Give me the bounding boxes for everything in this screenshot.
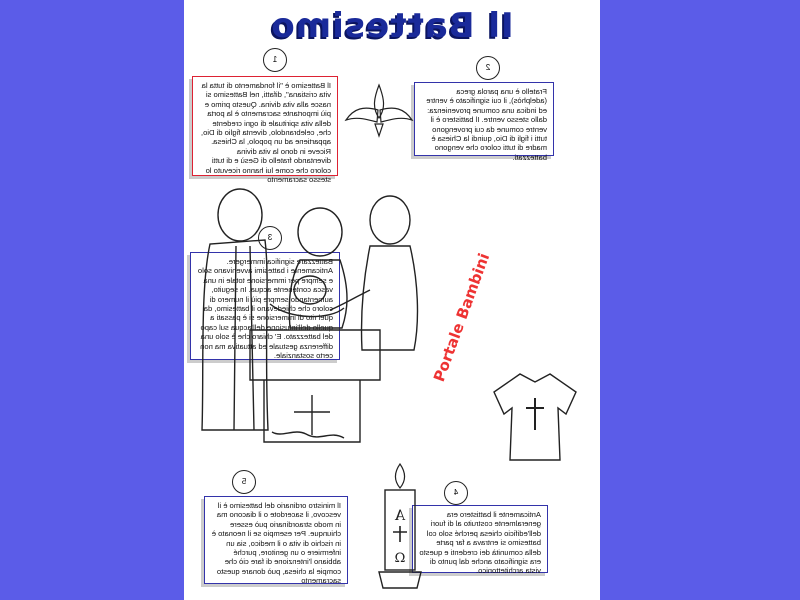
logo-text: Portale Bambini xyxy=(430,250,494,385)
coloring-sheet xyxy=(184,0,600,600)
note-4-number: 4 xyxy=(444,481,468,505)
note-2-number: 2 xyxy=(476,56,500,80)
left-blue-band xyxy=(0,0,184,600)
page-title: Il Battesimo xyxy=(270,6,514,46)
dove-icon xyxy=(344,80,414,140)
baptismal-robe-icon xyxy=(490,370,580,465)
note-3-text: Battezzare significa immergere. Anticamente i battesimi avvenivano solo e sempre per immersione totale in una vasca contenente acqua. In seguito, aumentando sempre più il numero di coloro che chiedevano il battesimo, da quel rito di immersione si è passati a quello dell'infusione dell'acqua sul capo del battezzato. E' chiaro che è solo una differenza gestuale ed attuativa ma non certo sostanziale. xyxy=(197,257,333,361)
paschal-candle-icon xyxy=(375,462,425,592)
note-3-number: 3 xyxy=(258,226,282,250)
note-1-number: 1 xyxy=(263,48,287,72)
note-5-number: 5 xyxy=(232,470,256,494)
note-4-text: Anticamente il battistero era generalmente costruito al di fuori dell'edificio chiesa perché solo col battesimo si entrava a far parte della comunità dei credenti e questo era significato anche dal punto di vista architettonico. xyxy=(419,510,541,576)
right-blue-band xyxy=(600,0,800,600)
note-1 xyxy=(192,76,338,185)
baptism-scene-illustration xyxy=(190,180,440,450)
svg-text:A: A xyxy=(394,508,406,524)
note-2 xyxy=(414,82,554,162)
note-4 xyxy=(412,505,548,576)
svg-text:Ω: Ω xyxy=(394,551,406,566)
note-2-text: Fratello è una parola greca (adelphòs), il cui significato è ventre ed indica una comune provenienza: dallo stesso ventre. Il battistero è il ventre comune da cui provengono tutti i figli di Dio, quindi la Chiesa è madre di tutti coloro che vengono battezzati. xyxy=(426,87,547,162)
mirrored-content xyxy=(184,0,600,600)
note-5 xyxy=(204,496,348,584)
note-1-text: Il Battesimo è "il fondamento di tutta la vita cristiana", difatti, nel Battesimo si nasce alla vita divina. Questo primo e più importante sacramento è la porta della vita spirituale di ogni credente che, celebrandolo, diventa figlio di Dio, appartiene ad un popolo, la Chiesa. Riceve in dono la vita divina diventando fratello di Gesù e di tutti coloro che come lui hanno ricevuto lo stesso sacramento xyxy=(200,81,331,185)
note-5-text: Il ministro ordinario del battesimo è il vescovo, il sacerdote o il diacono ma in modo straordinario può essere chiunque. Per esempio se il neonato è in rischio di vita o il medico, sia un infermiere o un genitore, purché abbiano l'intenzione di fare ciò che compie la chiesa, può donare questo sacramento xyxy=(211,501,341,586)
